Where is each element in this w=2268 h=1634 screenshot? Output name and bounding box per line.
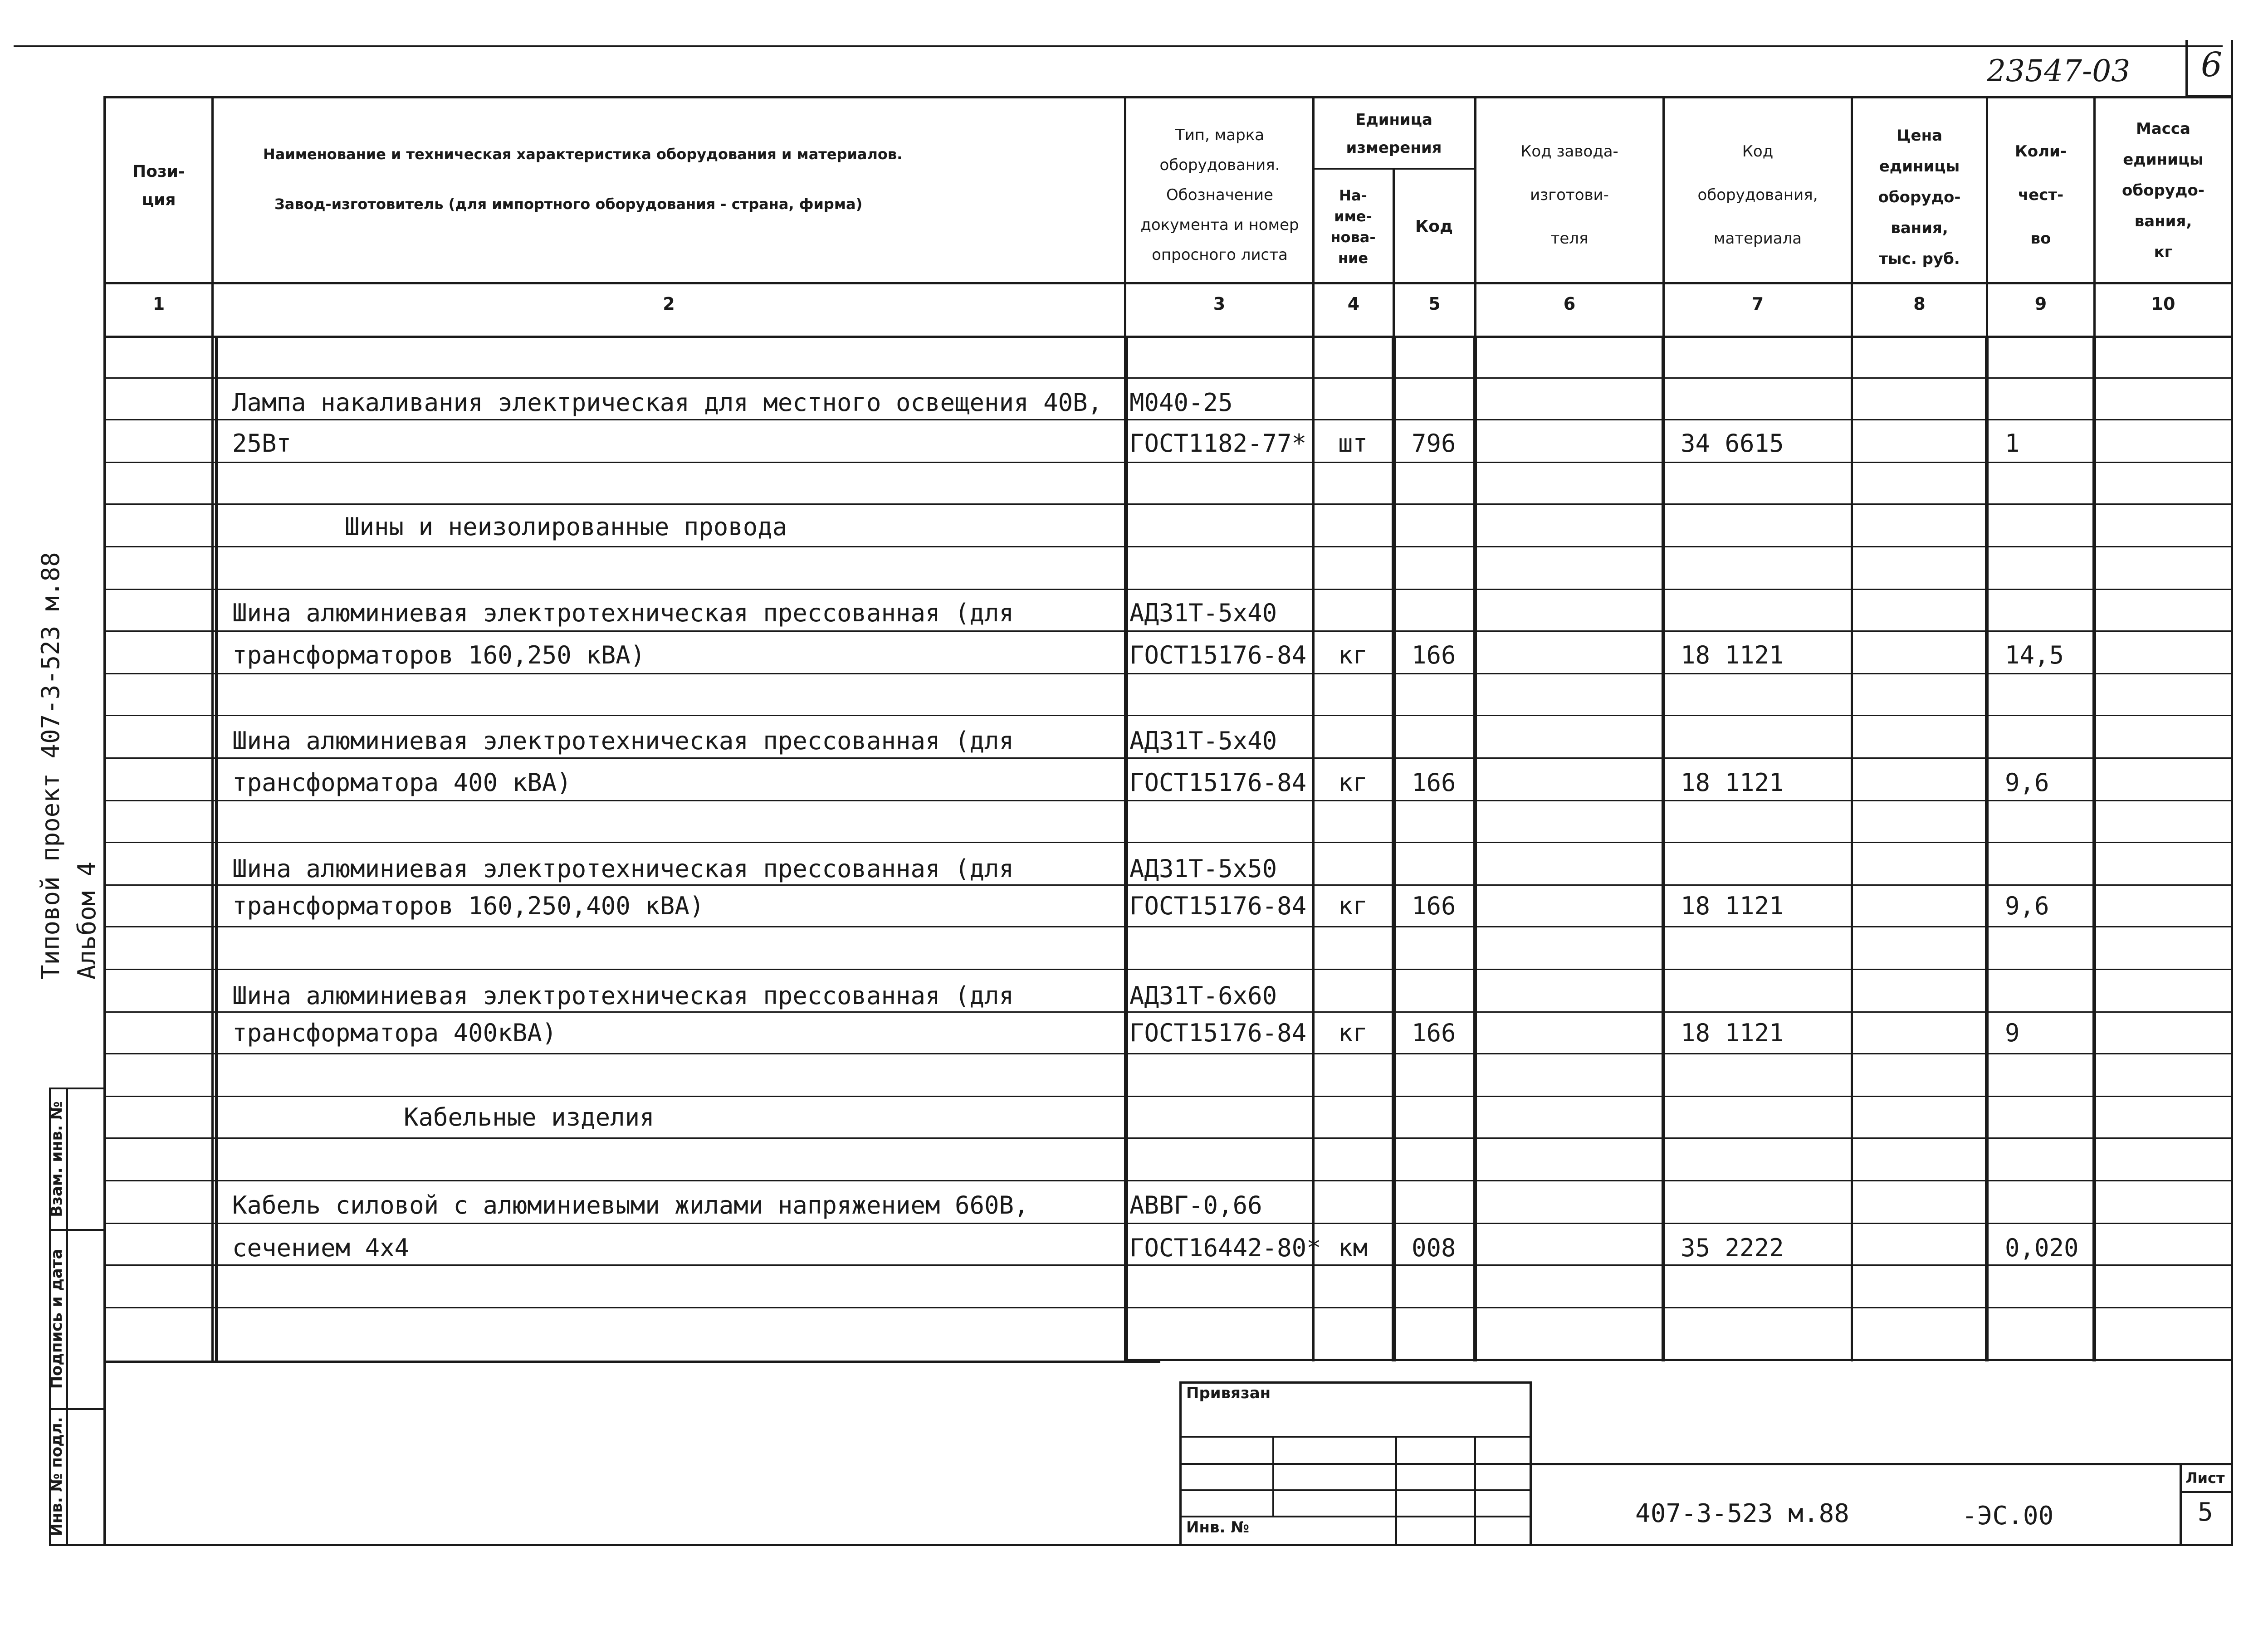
item-unit: кг bbox=[1338, 768, 1368, 797]
item-quantity: 14,5 bbox=[2005, 641, 2064, 669]
item-type: АВВГ-0,66 bbox=[1129, 1191, 1262, 1219]
project-title-vertical: Типовой проект 407-3-523 м.88 bbox=[36, 552, 65, 980]
item-unit: шт bbox=[1338, 429, 1368, 458]
col-number-4: 4 bbox=[1347, 294, 1360, 314]
album-vertical: Альбом 4 bbox=[73, 861, 101, 980]
item-material-code: 18 1121 bbox=[1681, 768, 1784, 797]
designation-code: -ЭС.00 bbox=[1962, 1501, 2054, 1531]
sheet-number: 5 bbox=[2198, 1497, 2213, 1527]
corner-sheet-number: 6 bbox=[2201, 45, 2223, 84]
col-material-code-header: Код оборудования, материала bbox=[1697, 142, 1818, 248]
item-quantity: 9,6 bbox=[2005, 768, 2049, 797]
col-unit-header: Единица измерения bbox=[1346, 111, 1442, 157]
item-unit-code: 796 bbox=[1412, 429, 1456, 458]
col-number-5: 5 bbox=[1428, 294, 1441, 314]
item-type: АД31Т-5х40 bbox=[1129, 727, 1277, 755]
item-unit: кг bbox=[1338, 641, 1368, 669]
item-name: Шина алюминиевая электротехническая прессованная (для bbox=[232, 854, 1014, 883]
col-number-6: 6 bbox=[1563, 294, 1576, 314]
sheet-label: Лист bbox=[2185, 1469, 2225, 1487]
col-number-8: 8 bbox=[1913, 294, 1926, 314]
item-unit: кг bbox=[1338, 892, 1368, 920]
item-name: сечением 4х4 bbox=[232, 1234, 410, 1262]
designation: 407-3-523 м.88 bbox=[1635, 1499, 1850, 1528]
item-material-code: 18 1121 bbox=[1681, 641, 1784, 669]
item-name: трансформаторов 160,250 кВА) bbox=[232, 641, 645, 669]
col-number-7: 7 bbox=[1751, 294, 1764, 314]
item-unit-code: 166 bbox=[1412, 641, 1456, 669]
item-name: трансформатора 400 кВА) bbox=[232, 768, 572, 797]
item-quantity: 9 bbox=[2005, 1019, 2020, 1047]
item-unit: км bbox=[1338, 1234, 1368, 1262]
section-heading: Шины и неизолированные провода bbox=[345, 512, 787, 541]
item-name: Шина алюминиевая электротехническая прессованная (для bbox=[232, 727, 1014, 755]
col-number-1: 1 bbox=[152, 294, 165, 314]
item-quantity: 1 bbox=[2005, 429, 2020, 458]
attached-label: Привязан bbox=[1186, 1384, 1271, 1402]
corner-box-left bbox=[2185, 40, 2188, 97]
item-unit: кг bbox=[1338, 1019, 1368, 1047]
item-name: 25Вт bbox=[232, 429, 292, 458]
item-name: Лампа накаливания электрическая для местного освещения 40В, bbox=[232, 388, 1103, 417]
col-plant-code-header: Код завода- изготови- теля bbox=[1520, 142, 1618, 248]
item-type: АД31Т-5х50 bbox=[1129, 854, 1277, 883]
inventory-no-label: Инв. № bbox=[1186, 1518, 1250, 1536]
item-material-code: 35 2222 bbox=[1681, 1234, 1784, 1262]
item-type: ГОСТ1182-77* bbox=[1129, 429, 1307, 458]
right-rule bbox=[2231, 40, 2233, 1546]
col-number-9: 9 bbox=[2034, 294, 2047, 314]
col-unit-name-header: На- име- нова- ние bbox=[1330, 187, 1376, 267]
item-type: ГОСТ15176-84 bbox=[1129, 892, 1307, 920]
top-rule bbox=[14, 45, 2223, 47]
item-type: М040-25 bbox=[1129, 388, 1233, 417]
item-unit-code: 166 bbox=[1412, 892, 1456, 920]
col-number-10: 10 bbox=[2151, 294, 2175, 314]
item-name: Шина алюминиевая электротехническая прессованная (для bbox=[232, 981, 1014, 1010]
item-type: АД31Т-6х60 bbox=[1129, 981, 1277, 1010]
label-signature-date: Подпись и дата bbox=[48, 1249, 66, 1389]
item-type: ГОСТ16442-80* bbox=[1129, 1234, 1321, 1262]
item-material-code: 34 6615 bbox=[1681, 429, 1784, 458]
col-qty-header: Коли- чест- во bbox=[2015, 142, 2067, 248]
item-name: трансформатора 400кВА) bbox=[232, 1019, 557, 1047]
doc-number: 23547-03 bbox=[1987, 54, 2131, 88]
item-name: Шина алюминиевая электротехническая прессованная (для bbox=[232, 599, 1014, 627]
label-original-inv: Инв. № подл. bbox=[48, 1417, 66, 1536]
item-type: АД31Т-5х40 bbox=[1129, 599, 1277, 627]
col-mass-header: Масса единицы оборудо- вания, кг bbox=[2122, 120, 2204, 261]
item-unit-code: 166 bbox=[1412, 768, 1456, 797]
item-type: ГОСТ15176-84 bbox=[1129, 768, 1307, 797]
col-unit-code-header: Код bbox=[1415, 217, 1453, 236]
item-quantity: 9,6 bbox=[2005, 892, 2049, 920]
label-replaced-inv: Взам. инв. № bbox=[48, 1101, 66, 1217]
item-type: ГОСТ15176-84 bbox=[1129, 641, 1307, 669]
col-type-header: Тип, марка оборудования. Обозначение документа и номер опросного листа bbox=[1140, 126, 1299, 264]
item-material-code: 18 1121 bbox=[1681, 1019, 1784, 1047]
col-name-header-line2: Завод-изготовитель (для импортного оборудования - страна, фирма) bbox=[274, 195, 863, 213]
col-name-header-line1: Наименование и техническая характеристика оборудования и материалов. bbox=[263, 146, 903, 163]
item-name: Кабель силовой с алюминиевыми жилами напряжением 660В, bbox=[232, 1191, 1029, 1219]
item-name: трансформаторов 160,250,400 кВА) bbox=[232, 892, 704, 920]
section-heading: Кабельные изделия bbox=[404, 1103, 655, 1132]
item-unit-code: 008 bbox=[1412, 1234, 1456, 1262]
col-position-header: Пози- ция bbox=[132, 162, 185, 209]
col-number-3: 3 bbox=[1213, 294, 1226, 314]
col-number-2: 2 bbox=[663, 294, 675, 314]
item-type: ГОСТ15176-84 bbox=[1129, 1019, 1307, 1047]
col-price-header: Цена единицы оборудо- вания, тыс. руб. bbox=[1878, 127, 1961, 268]
item-quantity: 0,020 bbox=[2005, 1234, 2079, 1262]
item-material-code: 18 1121 bbox=[1681, 892, 1784, 920]
item-unit-code: 166 bbox=[1412, 1019, 1456, 1047]
